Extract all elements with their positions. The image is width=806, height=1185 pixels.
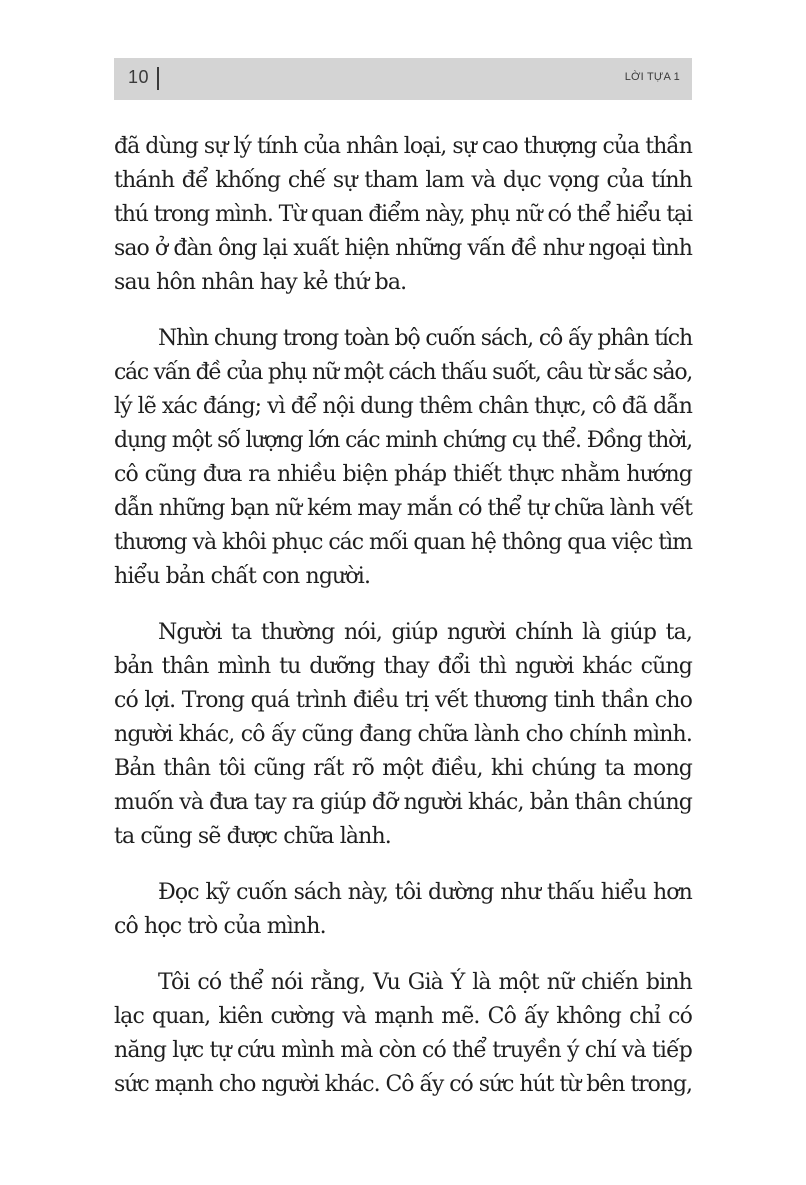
text-line: đã dùng sự lý tính của nhân loại, sự cao thượng của thần: [114, 134, 692, 159]
text-line: sao ở đàn ông lại xuất hiện những vấn đề như ngoại tình: [114, 236, 692, 261]
paragraph-2: [114, 322, 692, 594]
text-line: hiểu bản chất con người.: [114, 564, 371, 589]
text-line: dụng một số lượng lớn các minh chứng cụ thể. Đồng thời,: [114, 428, 692, 453]
text-line: năng lực tự cứu mình mà còn có thể truyền ý chí và tiếp: [114, 1038, 692, 1063]
text-line: bản thân mình tu dưỡng thay đổi thì người khác cũng: [114, 654, 692, 679]
text-line: Người ta thường nói, giúp người chính là giúp ta,: [158, 620, 692, 645]
paragraph-4: [114, 876, 692, 944]
text-line: thú trong mình. Từ quan điểm này, phụ nữ có thể hiểu tại: [114, 202, 692, 227]
page-number: 10: [128, 67, 150, 87]
text-line: Bản thân tôi cũng rất rõ một điều, khi chúng ta mong: [114, 756, 692, 781]
paragraph-3: [114, 616, 692, 854]
running-title: LỜI TỰA 1: [624, 71, 680, 83]
text-line: ta cũng sẽ được chữa lành.: [114, 824, 391, 849]
running-header: [114, 58, 692, 100]
text-line: dẫn những bạn nữ kém may mắn có thể tự chữa lành vết: [114, 496, 692, 521]
text-line: sau hôn nhân hay kẻ thứ ba.: [114, 270, 407, 295]
text-line: muốn và đưa tay ra giúp đỡ người khác, bản thân chúng: [114, 790, 692, 815]
text-line: cô học trò của mình.: [114, 914, 326, 939]
text-line: lý lẽ xác đáng; vì để nội dung thêm chân thực, cô đã dẫn: [114, 394, 692, 419]
paragraph-1: [114, 130, 692, 300]
text-line: Nhìn chung trong toàn bộ cuốn sách, cô ấy phân tích: [158, 326, 692, 351]
paragraph-5: [114, 966, 692, 1102]
text-line: người khác, cô ấy cũng đang chữa lành cho chính mình.: [114, 722, 692, 747]
header-divider: [157, 67, 159, 90]
text-line: thương và khôi phục các mối quan hệ thông qua việc tìm: [114, 530, 692, 555]
text-line: có lợi. Trong quá trình điều trị vết thương tinh thần cho: [114, 688, 692, 713]
text-line: lạc quan, kiên cường và mạnh mẽ. Cô ấy không chỉ có: [114, 1004, 692, 1029]
text-line: Tôi có thể nói rằng, Vu Già Ý là một nữ chiến binh: [158, 970, 692, 995]
text-line: Đọc kỹ cuốn sách này, tôi dường như thấu hiểu hơn: [158, 880, 692, 905]
body-text: [114, 130, 692, 1124]
text-line: thánh để khống chế sự tham lam và dục vọng của tính: [114, 168, 692, 193]
text-line: cô cũng đưa ra nhiều biện pháp thiết thực nhằm hướng: [114, 462, 692, 487]
text-line: các vấn đề của phụ nữ một cách thấu suốt, câu từ sắc sảo,: [114, 360, 692, 385]
text-line: sức mạnh cho người khác. Cô ấy có sức hút từ bên trong,: [114, 1072, 692, 1097]
